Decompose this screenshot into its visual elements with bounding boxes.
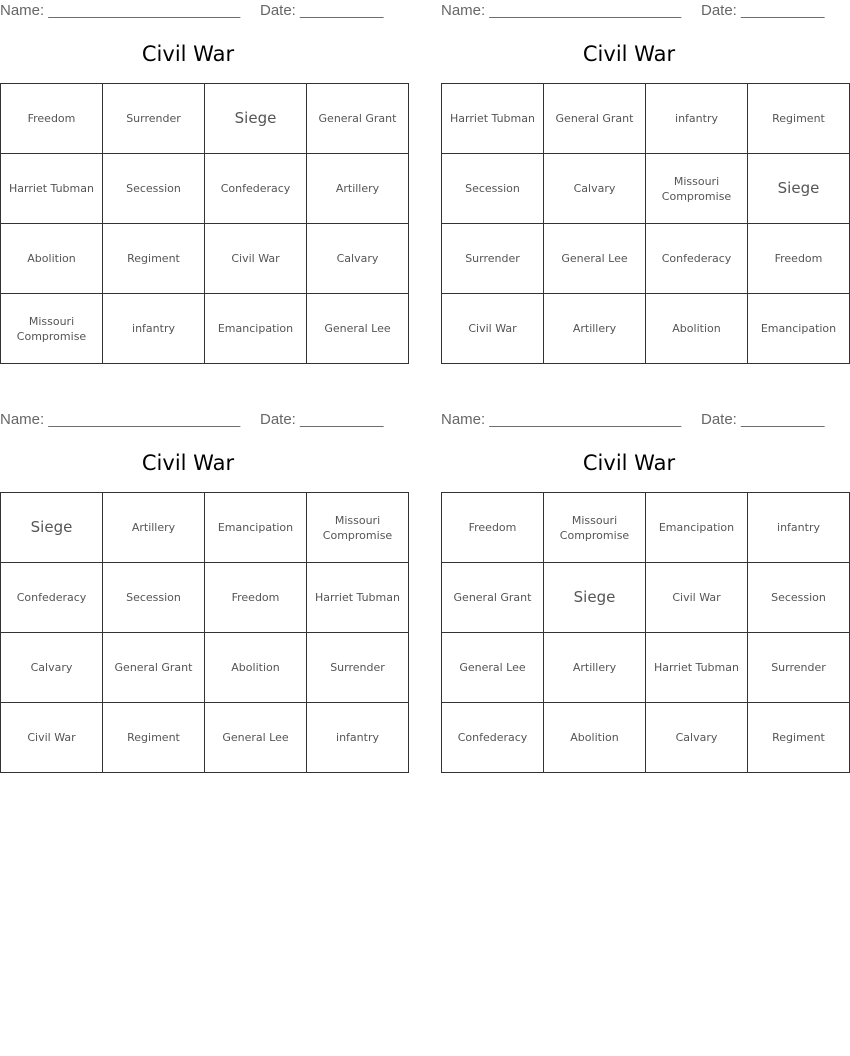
grid-row: [1, 84, 409, 154]
bingo-cell: General Grant: [442, 563, 544, 633]
bingo-cell: Civil War: [646, 563, 748, 633]
bingo-cell: Regiment: [748, 84, 850, 154]
bingo-cell: Siege: [1, 493, 103, 563]
bingo-cell: Regiment: [103, 224, 205, 294]
bingo-cell: Emancipation: [205, 294, 307, 364]
bingo-cell: Emancipation: [748, 294, 850, 364]
grid-row: [442, 84, 850, 154]
bingo-cell: Harriet Tubman: [1, 154, 103, 224]
bingo-cell: Calvary: [1, 633, 103, 703]
bingo-cell: Freedom: [1, 84, 103, 154]
card-header: [441, 0, 825, 20]
bingo-cell: Artillery: [307, 154, 409, 224]
bingo-cell: Secession: [103, 563, 205, 633]
grid-row: [442, 493, 850, 563]
card-header: [441, 409, 825, 429]
bingo-cell: Secession: [103, 154, 205, 224]
bingo-cell: Siege: [748, 154, 850, 224]
bingo-cell: Secession: [442, 154, 544, 224]
bingo-grid: [0, 83, 409, 364]
grid-row: [1, 224, 409, 294]
bingo-cell: Abolition: [205, 633, 307, 703]
bingo-cell: General Grant: [307, 84, 409, 154]
bingo-cell: General Grant: [103, 633, 205, 703]
bingo-cell: Regiment: [748, 703, 850, 773]
bingo-cell: Missouri Compromise: [646, 154, 748, 224]
bingo-cell: Surrender: [307, 633, 409, 703]
bingo-cell: Confederacy: [1, 563, 103, 633]
bingo-cell: General Lee: [205, 703, 307, 773]
bingo-cell: Missouri Compromise: [307, 493, 409, 563]
bingo-cell: Confederacy: [646, 224, 748, 294]
bingo-cell: Harriet Tubman: [646, 633, 748, 703]
bingo-cell: infantry: [307, 703, 409, 773]
bingo-card-4: [441, 409, 826, 777]
bingo-cell: Missouri Compromise: [1, 294, 103, 364]
grid-row: [1, 154, 409, 224]
bingo-cell: Secession: [748, 563, 850, 633]
bingo-cell: Artillery: [103, 493, 205, 563]
date-field[interactable]: Date: __________: [701, 2, 825, 19]
bingo-grid: [0, 492, 409, 773]
bingo-grid: [441, 83, 850, 364]
bingo-card-2: [441, 0, 837, 368]
grid-row: [442, 703, 850, 773]
date-field[interactable]: Date: __________: [701, 411, 825, 428]
card-title: Civil War: [582, 451, 676, 475]
grid-row: [1, 294, 409, 364]
bingo-cell: Freedom: [205, 563, 307, 633]
bingo-cell: Surrender: [442, 224, 544, 294]
card-header: [0, 0, 384, 20]
bingo-cell: Surrender: [103, 84, 205, 154]
bingo-cell: Harriet Tubman: [442, 84, 544, 154]
bingo-cell: Freedom: [748, 224, 850, 294]
bingo-cell: Confederacy: [442, 703, 544, 773]
bingo-cell: Artillery: [544, 294, 646, 364]
grid-row: [1, 633, 409, 703]
bingo-cell: Regiment: [103, 703, 205, 773]
date-field[interactable]: Date: __________: [260, 411, 384, 428]
bingo-cell: Civil War: [205, 224, 307, 294]
bingo-grid: [441, 492, 850, 773]
grid-row: [1, 703, 409, 773]
grid-row: [442, 294, 850, 364]
card-header: [0, 409, 384, 429]
bingo-cell: General Lee: [307, 294, 409, 364]
name-field[interactable]: Name: _______________________: [0, 2, 241, 19]
grid-row: [442, 224, 850, 294]
bingo-cell: Calvary: [646, 703, 748, 773]
bingo-cell: Freedom: [442, 493, 544, 563]
bingo-cell: Missouri Compromise: [544, 493, 646, 563]
name-field[interactable]: Name: _______________________: [0, 411, 241, 428]
bingo-cell: General Grant: [544, 84, 646, 154]
bingo-cell: Abolition: [1, 224, 103, 294]
bingo-cell: Siege: [205, 84, 307, 154]
bingo-cell: Harriet Tubman: [307, 563, 409, 633]
name-field[interactable]: Name: _______________________: [441, 411, 682, 428]
bingo-cell: Surrender: [748, 633, 850, 703]
grid-row: [1, 493, 409, 563]
bingo-cell: Civil War: [1, 703, 103, 773]
bingo-cell: Confederacy: [205, 154, 307, 224]
bingo-cell: Civil War: [442, 294, 544, 364]
grid-row: [442, 633, 850, 703]
name-field[interactable]: Name: _______________________: [441, 2, 682, 19]
bingo-cell: infantry: [103, 294, 205, 364]
bingo-cell: Abolition: [646, 294, 748, 364]
card-title: Civil War: [582, 42, 676, 66]
bingo-card-1: [0, 0, 397, 368]
date-field[interactable]: Date: __________: [260, 2, 384, 19]
bingo-cell: Siege: [544, 563, 646, 633]
grid-row: [1, 563, 409, 633]
bingo-cell: infantry: [748, 493, 850, 563]
grid-row: [442, 563, 850, 633]
bingo-cell: Calvary: [544, 154, 646, 224]
bingo-cell: infantry: [646, 84, 748, 154]
bingo-cell: Artillery: [544, 633, 646, 703]
bingo-cell: General Lee: [544, 224, 646, 294]
card-title: Civil War: [141, 451, 235, 475]
bingo-cell: General Lee: [442, 633, 544, 703]
bingo-cell: Abolition: [544, 703, 646, 773]
grid-row: [442, 154, 850, 224]
card-title: Civil War: [141, 42, 235, 66]
bingo-cell: Emancipation: [205, 493, 307, 563]
bingo-cell: Emancipation: [646, 493, 748, 563]
bingo-card-3: [0, 409, 400, 777]
bingo-cell: Calvary: [307, 224, 409, 294]
